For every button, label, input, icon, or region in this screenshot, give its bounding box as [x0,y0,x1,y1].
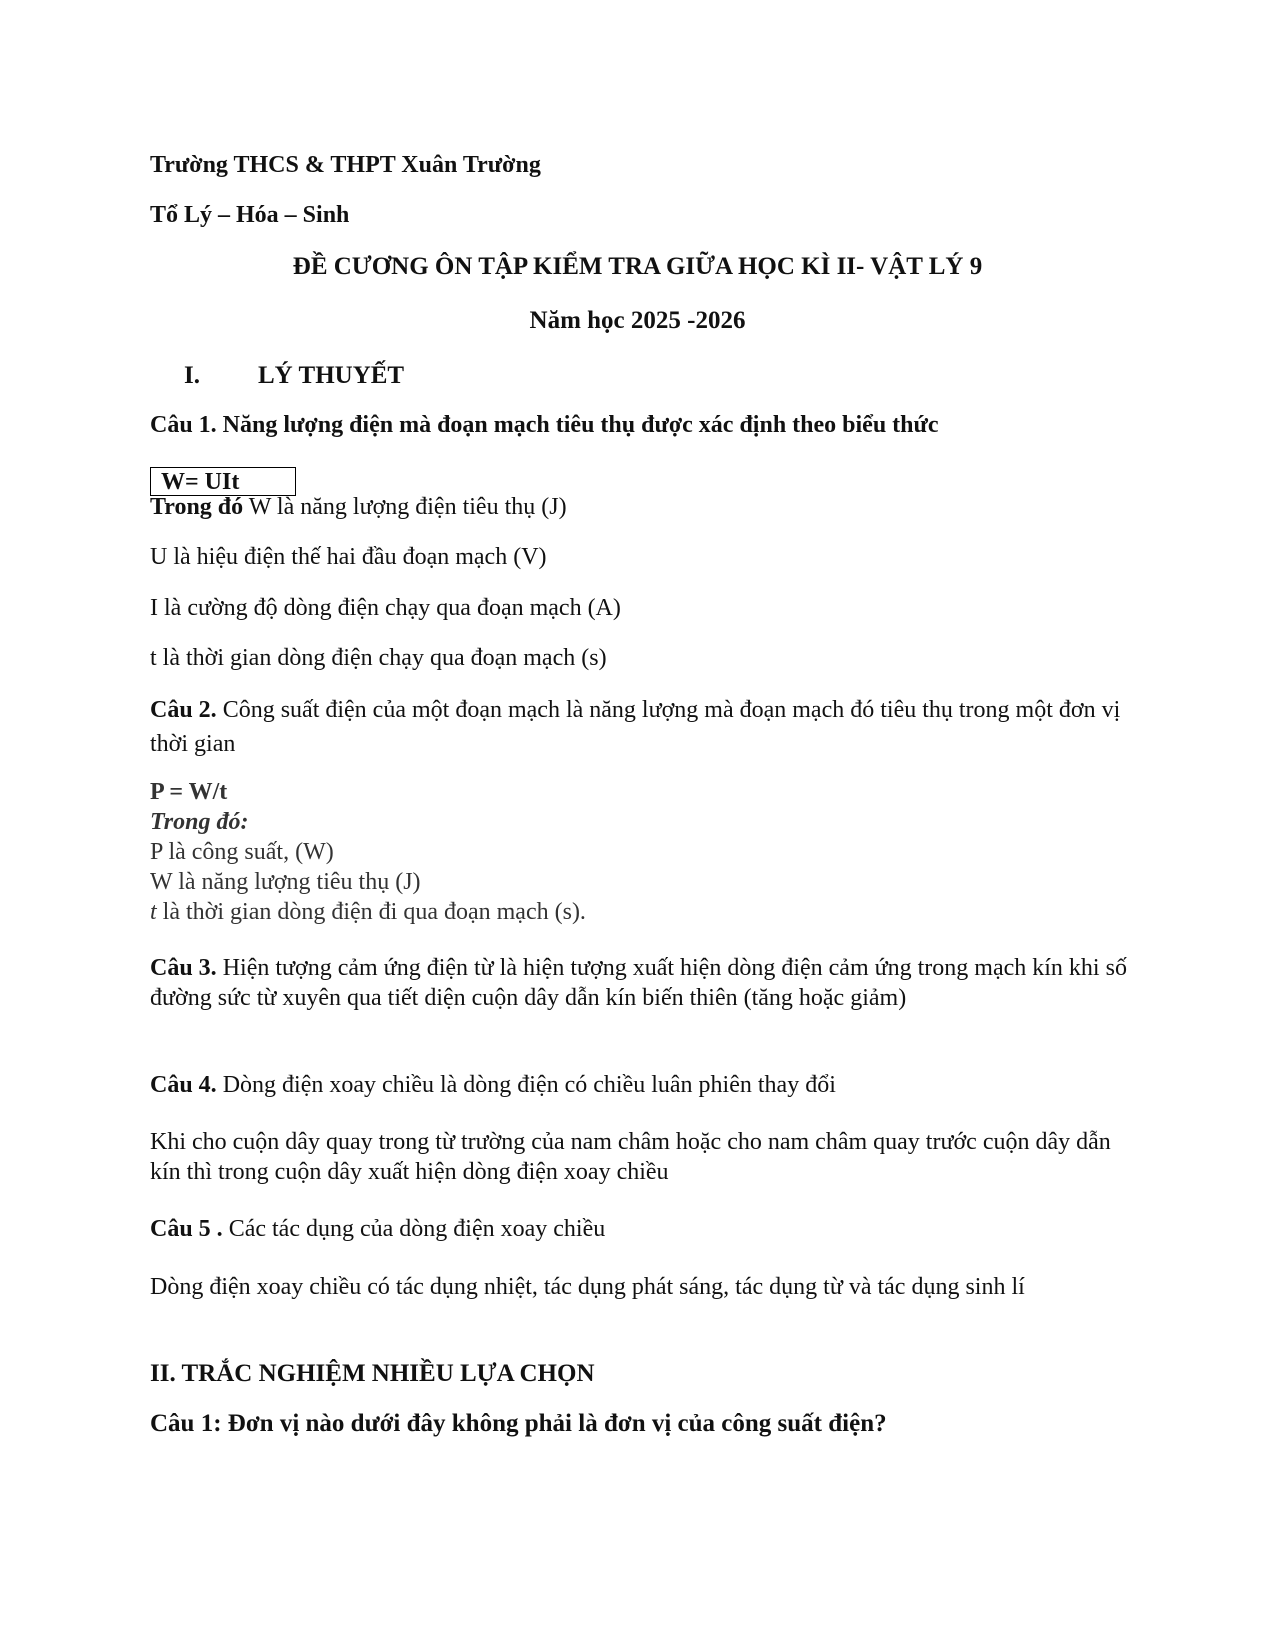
q5-paragraph: Dòng điện xoay chiều có tác dụng nhiệt, tác dụng phát sáng, tác dụng từ và tác dụng sinh lí [150,1274,1025,1300]
q4-paragraph: Khi cho cuộn dây quay trong từ trường của nam châm hoặc cho nam châm quay trước cuộn dây dẫn kín thì trong cuộn dây xuất hiện dòng điện xoay chiều [150,1129,1111,1185]
q1-i-line: I là cường độ dòng điện chạy qua đoạn mạch (A) [150,595,621,621]
q2-t-text: là thời gian dòng điện đi qua đoạn mạch (s). [156,899,586,925]
school-name: Trường THCS & THPT Xuân Trường [150,152,541,178]
q2-w-line: W là năng lượng tiêu thụ (J) [150,869,421,895]
q2-t-variable: t [150,899,157,925]
q1-u-line: U là hiệu điện thế hai đầu đoạn mạch (V) [150,544,547,570]
q2-paragraph [150,693,1130,761]
section-2-heading: II. TRẮC NGHIỆM NHIỀU LỰA CHỌN [150,1360,595,1387]
q4-text: Dòng điện xoay chiều là dòng điện có chiều luân phiên thay đổi [216,1072,836,1098]
q5-line [150,1214,605,1244]
q1-formula-box: W= UIt [150,467,296,496]
q5-label: Câu 5 . [150,1216,223,1242]
q3-paragraph [150,953,1130,1013]
q1-where-label: Trong đó [150,494,244,520]
q2-where-label: Trong đó: [150,809,249,835]
document-title: ĐỀ CƯƠNG ÔN TẬP KIỂM TRA GIỮA HỌC KÌ II- VẬT LÝ 9 [292,253,983,280]
q1-text: Câu 1. Năng lượng điện mà đoạn mạch tiêu thụ được xác định theo biểu thức [150,412,939,438]
school-year: Năm học 2025 -2026 [529,307,746,334]
section-1-number: I. [184,362,200,389]
q2-p-line: P là công suất, (W) [150,839,334,865]
q2-label: Câu 2. [150,697,217,723]
q5-text: Các tác dụng của dòng điện xoay chiều [222,1216,606,1242]
q1-where-line [150,492,567,522]
q2-text: Công suất điện của một đoạn mạch là năng lượng mà đoạn mạch đó tiêu thụ trong một đơn vị thời gian [150,697,1121,757]
q4-line [150,1070,836,1100]
q3-text: Hiện tượng cảm ứng điện từ là hiện tượng xuất hiện dòng điện cảm ứng trong mạch kín khi số đường sức từ xuyên qua tiết diện cuộn dây dẫn kín biến thiên (tăng hoặc giảm) [150,955,1127,1011]
section-1-heading [184,360,405,391]
q2-formula: P = W/t [150,779,228,805]
q4-label: Câu 4. [150,1072,217,1098]
q1-t-line: t là thời gian dòng điện chạy qua đoạn mạch (s) [150,645,607,671]
section-1-title: LÝ THUYẾT [258,362,405,389]
q2-t-line [150,897,586,927]
q1-where-text: W là năng lượng điện tiêu thụ (J) [243,494,567,520]
mcq-1-question: Câu 1: Đơn vị nào dưới đây không phải là đơn vị của công suất điện? [150,1410,887,1437]
q3-label: Câu 3. [150,955,217,981]
department-name: Tổ Lý – Hóa – Sinh [150,202,350,228]
